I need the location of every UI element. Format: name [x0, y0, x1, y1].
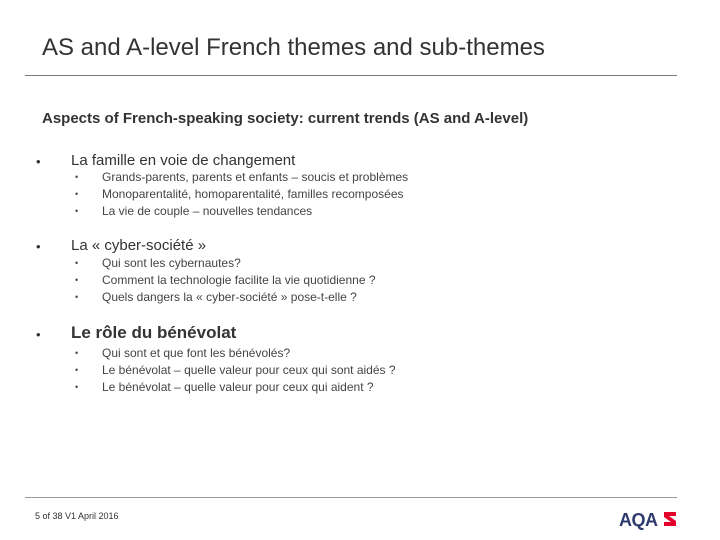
bullet-icon: • — [75, 189, 79, 199]
title-divider — [25, 75, 677, 76]
subtopic-text: Comment la technologie facilite la vie quotidienne ? — [102, 273, 376, 287]
footer-divider — [25, 497, 677, 498]
aqa-logo — [619, 508, 681, 532]
bullet-icon: • — [36, 327, 41, 342]
subtopic-text: Qui sont et que font les bénévolés? — [102, 346, 291, 360]
subtopic-text: Quels dangers la « cyber-société » pose-t-elle ? — [102, 290, 357, 304]
subtopic-text: La vie de couple – nouvelles tendances — [102, 204, 313, 218]
bullet-icon: • — [75, 172, 79, 182]
bullet-icon: • — [36, 239, 41, 254]
logo-mark-icon — [662, 510, 678, 528]
footer-text: 5 of 38 V1 April 2016 — [35, 511, 119, 521]
topic-heading: Le rôle du bénévolat — [71, 323, 237, 342]
logo-text: AQA — [619, 510, 658, 530]
bullet-icon: • — [75, 292, 79, 302]
subtopic-text: Monoparentalité, homoparentalité, familles recomposées — [102, 187, 404, 201]
subtopic-text: Le bénévolat – quelle valeur pour ceux qui sont aidés ? — [102, 363, 396, 377]
bullet-icon: • — [36, 154, 41, 169]
topic-heading: La « cyber-société » — [71, 237, 207, 254]
bullet-icon: • — [75, 382, 79, 392]
subtopic-text: Le bénévolat – quelle valeur pour ceux qui aident ? — [102, 380, 374, 394]
bullet-icon: • — [75, 348, 79, 358]
slide-subtitle: Aspects of French-speaking society: current trends (AS and A-level) — [42, 110, 529, 127]
subtopic-text: Grands-parents, parents et enfants – soucis et problèmes — [102, 170, 409, 184]
slide-title: AS and A-level French themes and sub-themes — [42, 34, 545, 61]
bullet-icon: • — [75, 258, 79, 268]
bullet-icon: • — [75, 206, 79, 216]
bullet-icon: • — [75, 365, 79, 375]
subtopic-text: Qui sont les cybernautes? — [102, 256, 241, 270]
topic-heading: La famille en voie de changement — [71, 152, 296, 169]
bullet-icon: • — [75, 275, 79, 285]
